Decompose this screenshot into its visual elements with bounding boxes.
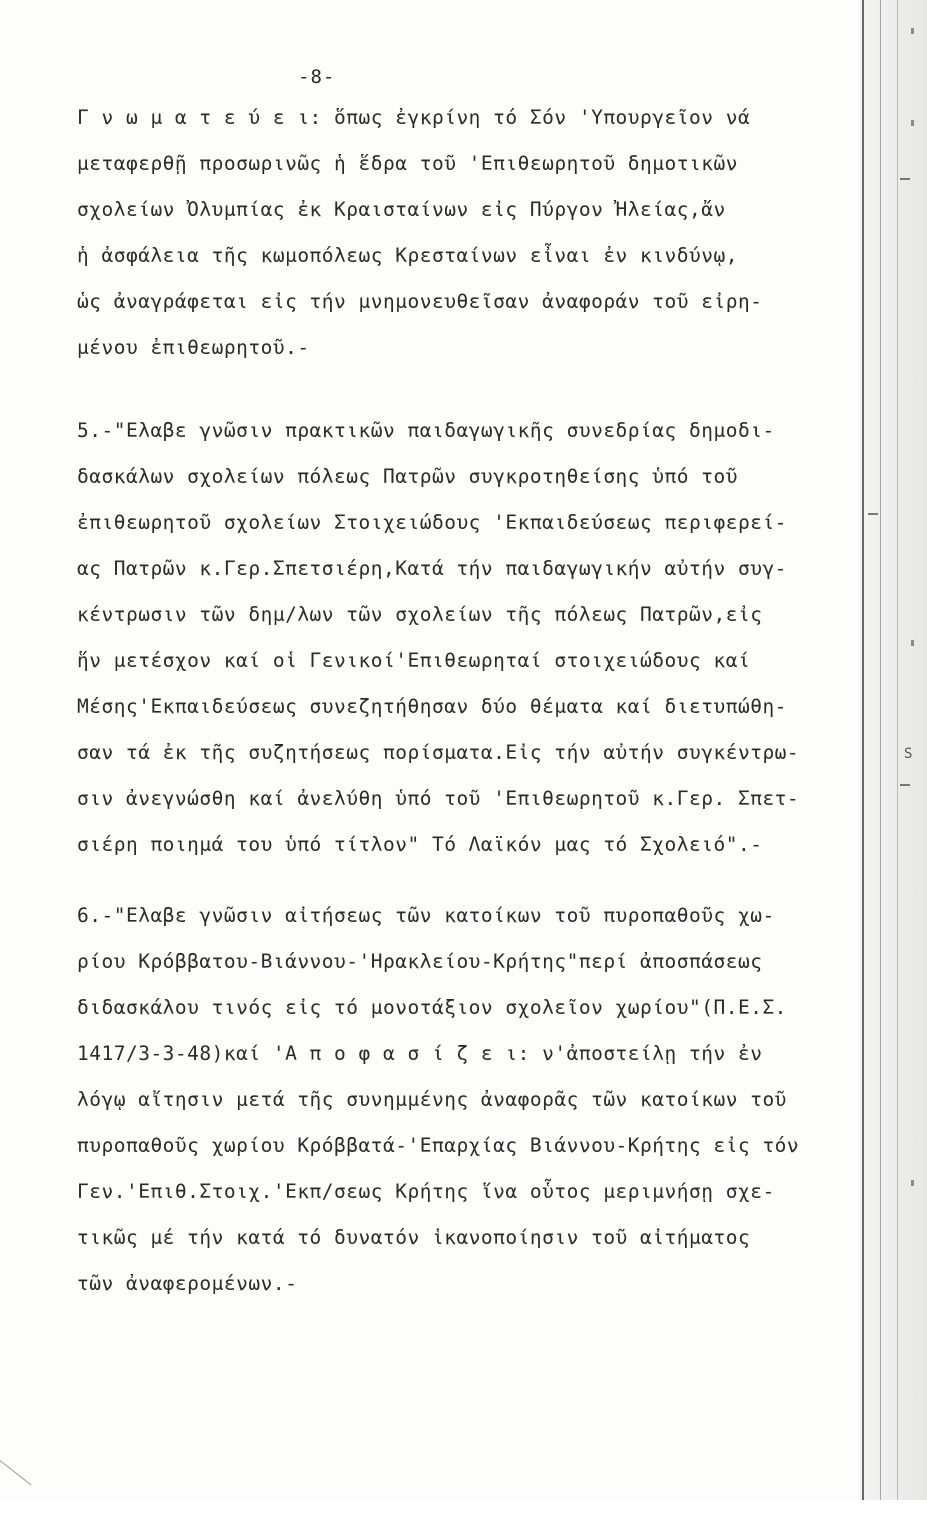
margin-note: S [904, 746, 913, 762]
paragraph-6 [77, 893, 857, 1307]
text-line: δασκάλων σχολείων πόλεως Πατρῶν συγκροτηθείσης ὑπό τοῦ [77, 465, 738, 488]
text-line: τῶν ἀναφερομένων.- [77, 1272, 298, 1295]
text-line: μεταφερθῇ προσωρινῶς ἡ ἕδρα τοῦ 'Επιθεωρητοῦ δημοτικῶν [77, 152, 738, 175]
margin-mark [868, 513, 878, 515]
margin-rule [880, 0, 881, 1500]
text-line: ρίου Κρόββατου-Βιάννου-'Ηρακλείου-Κρήτης"περί ἀποσπάσεως [77, 950, 763, 973]
paragraph-1 [77, 95, 857, 371]
stitch-mark [911, 28, 914, 34]
text-line: 1417/3-3-48)καί 'Α π ο φ α σ ί ζ ε ι: ν'ἀποστείλῃ τήν ἐν [77, 1042, 763, 1065]
paragraph-5 [77, 408, 857, 868]
text-line: 6.-"Ελαβε γνῶσιν αἰτήσεως τῶν κατοίκων τοῦ πυροπαθοῦς χω- [77, 904, 775, 927]
text-line: κέντρωσιν τῶν δημ/λων τῶν σχολείων τῆς πόλεως Πατρῶν,εἰς [77, 603, 763, 626]
stitch-mark [911, 120, 914, 126]
text-line: διδασκάλου τινός εἰς τό μονοτάξιον σχολεῖον χωρίου"(Π.Ε.Σ. [77, 996, 787, 1019]
text-line: σχολείων Ὀλυμπίας ἐκ Κραισταίνων εἰς Πύργον Ἠλείας,ἄν [77, 198, 726, 221]
text-line: ας Πατρῶν κ.Γερ.Σπετσιέρη,Κατά τήν παιδαγωγικήν αὐτήν συγ- [77, 557, 787, 580]
text-line: Μέσης'Εκπαιδεύσεως συνεζητήθησαν δύο θέματα καί διετυπώθη- [77, 695, 787, 718]
text-line: σιν ἀνεγνώσθη καί ἀνελύθη ὑπό τοῦ 'Επιθεωρητοῦ κ.Γερ. Σπετ- [77, 787, 800, 810]
text-line: σαν τά ἐκ τῆς συζητήσεως πορίσματα.Εἰς τήν αὐτήν συγκέντρω- [77, 741, 800, 764]
text-line: τικῶς μέ τήν κατά τό δυνατόν ἱκανοποίησιν τοῦ αἰτήματος [77, 1226, 751, 1249]
margin-rule [897, 0, 898, 1500]
text-line: ἥν μετέσχον καί οἱ Γενικοί'Επιθεωρηταί στοιχειώδους καί [77, 649, 751, 672]
margin-mark [900, 178, 910, 180]
text-line: πυροπαθοῦς χωρίου Κρόββατά-'Επαρχίας Βιάννου-Κρήτης εἰς τόν [77, 1134, 800, 1157]
binding-margin [860, 0, 927, 1500]
text-line: 5.-"Ελαβε γνῶσιν πρακτικῶν παιδαγωγικῆς συνεδρίας δημοδι- [77, 419, 775, 442]
text-line: λόγῳ αἴτησιν μετά τῆς συνημμένης ἀναφορᾶς τῶν κατοίκων τοῦ [77, 1088, 787, 1111]
corner-fold [0, 1460, 32, 1517]
stitch-mark [911, 1180, 914, 1186]
margin-rule [862, 0, 864, 1500]
text-line: Γ ν ω μ α τ ε ύ ε ι: ὅπως ἐγκρίνη τό Σόν 'Υπουργεῖον νά [77, 106, 751, 129]
text-line: ἐπιθεωρητοῦ σχολείων Στοιχειώδους 'Εκπαιδεύσεως περιφερεί- [77, 511, 787, 534]
text-line: σιέρη ποιημά του ὑπό τίτλον" Τό Λαϊκόν μας τό Σχολειό".- [77, 833, 763, 856]
page-number: -8- [298, 66, 336, 88]
margin-mark [900, 784, 910, 786]
text-line: Γεν.'Επιθ.Στοιχ.'Εκπ/σεως Κρήτης ἵνα οὗτος μεριμνήσῃ σχε- [77, 1180, 775, 1203]
stitch-mark [911, 640, 914, 646]
text-line: μένου ἐπιθεωρητοῦ.- [77, 336, 310, 359]
text-line: ὡς ἀναγράφεται εἰς τήν μνημονευθεῖσαν ἀναφοράν τοῦ εἰρη- [77, 290, 763, 313]
text-line: ἡ ἀσφάλεια τῆς κωμοπόλεως Κρεσταίνων εἶναι ἐν κινδύνῳ, [77, 244, 738, 267]
